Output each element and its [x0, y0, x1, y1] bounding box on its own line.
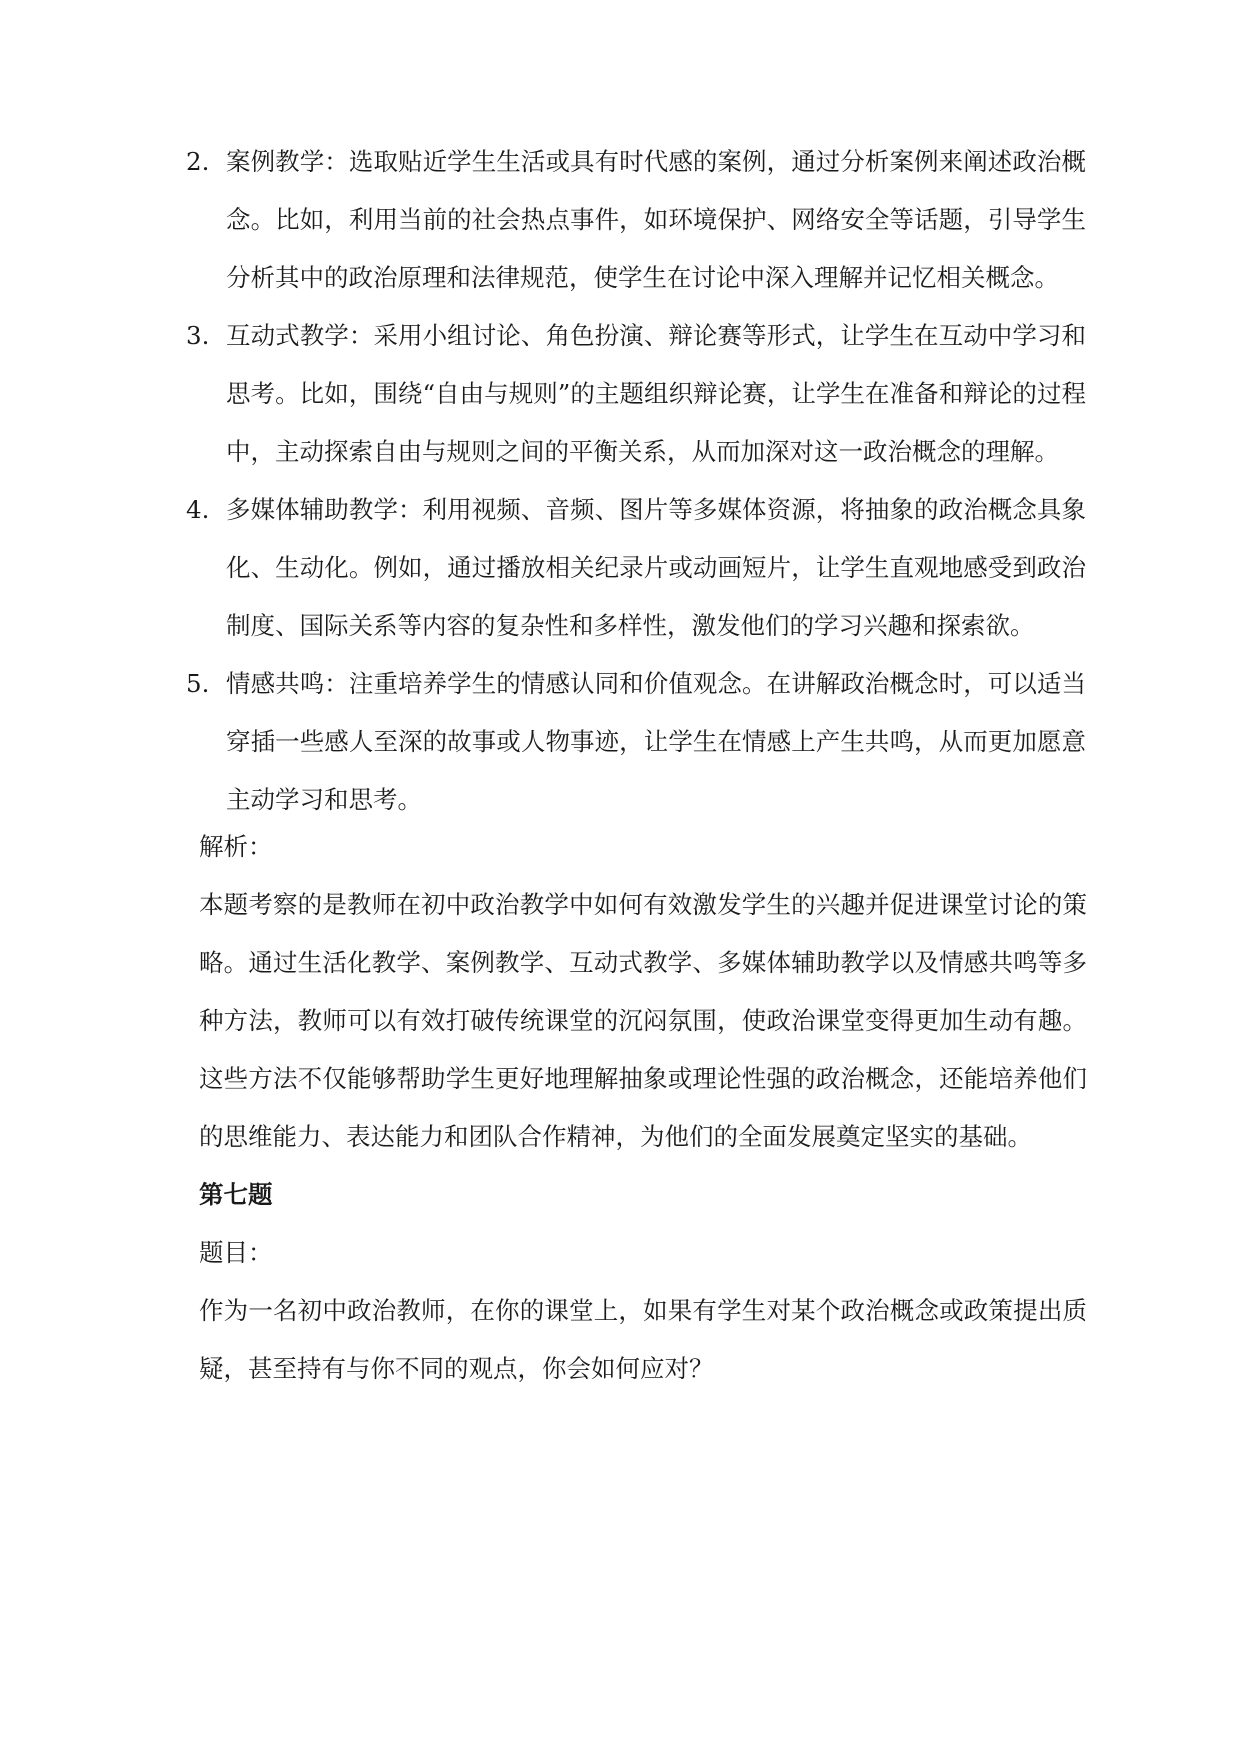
list-item-text: 情感共鸣：注重培养学生的情感认同和价值观念。在讲解政治概念时，可以适当穿插一些感人至深的故事或人物事迹，让学生在情感上产生共鸣，从而更加愿意主动学习和思考。 [226, 669, 1086, 814]
list-item [186, 481, 1086, 655]
analysis-text: 本题考察的是教师在初中政治教学中如何有效激发学生的兴趣并促进课堂讨论的策略。通过生活化教学、案例教学、互动式教学、多媒体辅助教学以及情感共鸣等多种方法，教师可以有效打破传统课堂的沉闷氛围，使政治课堂变得更加生动有趣。这些方法不仅能够帮助学生更好地理解抽象或理论性强的政治概念，还能培养他们的思维能力、表达能力和团队合作精神，为他们的全面发展奠定坚实的基础。 [199, 890, 1087, 1151]
list-number: 3. [186, 321, 210, 350]
list-number: 2. [186, 147, 210, 176]
list-item [186, 133, 1086, 307]
list-item [186, 307, 1086, 481]
list-item-text: 案例教学：选取贴近学生生活或具有时代感的案例，通过分析案例来阐述政治概念。比如，利用当前的社会热点事件，如环境保护、网络安全等话题，引导学生分析其中的政治原理和法律规范，使学生在讨论中深入理解并记忆相关概念。 [226, 147, 1086, 292]
analysis-label: 解析： [199, 832, 273, 861]
question-heading: 第七题 [199, 1180, 273, 1209]
list-item [186, 655, 1086, 829]
list-item-text: 互动式教学：采用小组讨论、角色扮演、辩论赛等形式，让学生在互动中学习和思考。比如，围绕“自由与规则”的主题组织辩论赛，让学生在准备和辩论的过程中，主动探索自由与规则之间的平衡关系，从而加深对这一政治概念的理解。 [226, 321, 1086, 466]
question-label: 题目： [199, 1238, 273, 1267]
list-number: 5. [186, 669, 210, 698]
list-item-text: 多媒体辅助教学：利用视频、音频、图片等多媒体资源，将抽象的政治概念具象化、生动化。例如，通过播放相关纪录片或动画短片，让学生直观地感受到政治制度、国际关系等内容的复杂性和多样性，激发他们的学习兴趣和探索欲。 [226, 495, 1086, 640]
list-number: 4. [186, 495, 210, 524]
strategy-list [186, 133, 1086, 829]
question-text: 作为一名初中政治教师，在你的课堂上，如果有学生对某个政治概念或政策提出质疑，甚至持有与你不同的观点，你会如何应对？ [199, 1296, 1087, 1383]
